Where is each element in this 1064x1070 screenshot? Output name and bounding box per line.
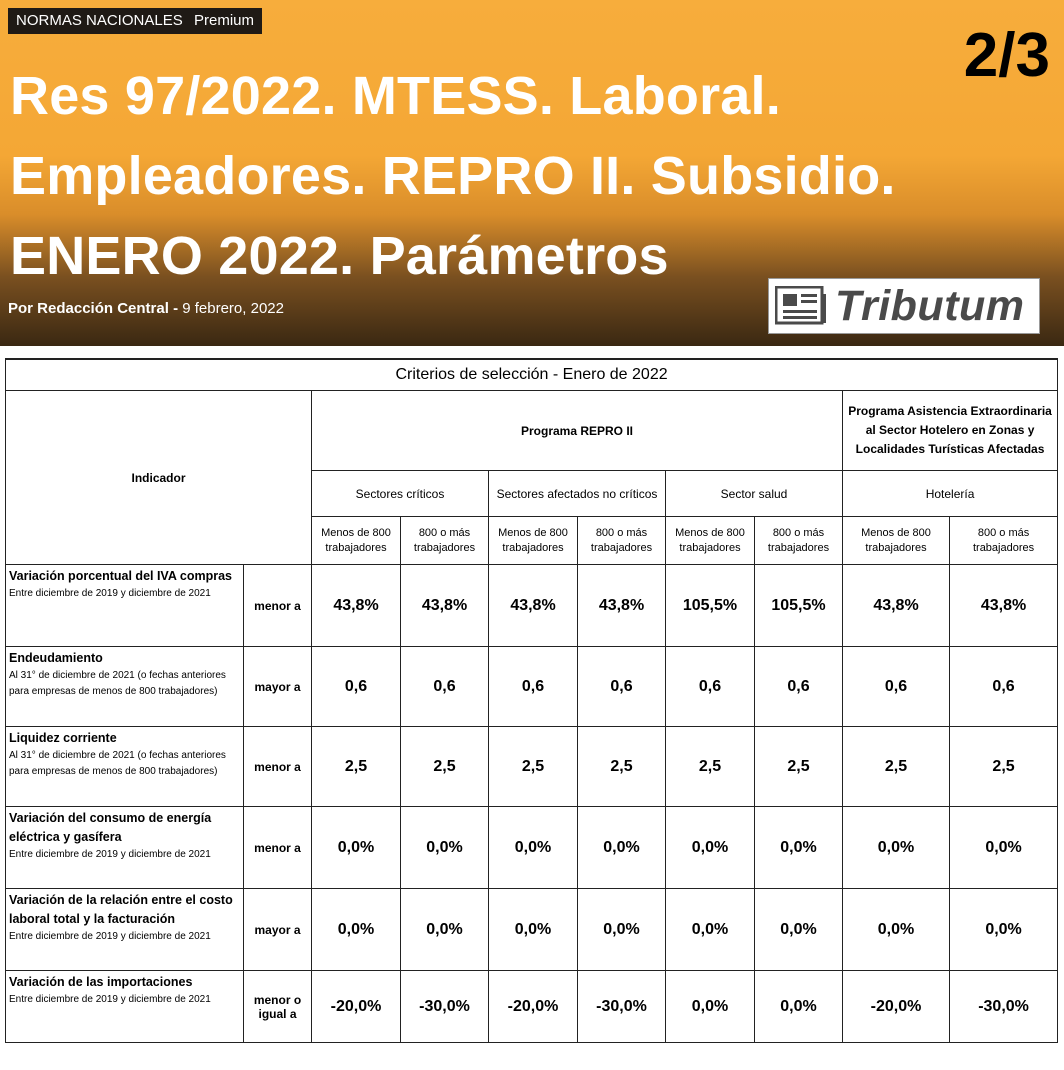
value-cell: 0,0%	[489, 807, 578, 889]
indicator-cell	[6, 565, 244, 647]
indicator-cell	[6, 727, 244, 807]
value-cell: 43,8%	[312, 565, 401, 647]
indicator-title: Variación del consumo de energía eléctrica y gasífera	[9, 811, 212, 844]
value-cell: 0,0%	[755, 889, 843, 971]
subheader: 800 o más trabajadores	[755, 517, 843, 565]
subheader: 800 o más trabajadores	[401, 517, 489, 565]
value-cell: 0,0%	[401, 807, 489, 889]
comparator-cell: menor a	[244, 727, 312, 807]
value-cell: -30,0%	[578, 971, 666, 1043]
value-cell: -30,0%	[401, 971, 489, 1043]
category-tag[interactable]: NORMAS NACIONALES	[8, 8, 191, 34]
indicator-description: Al 31° de diciembre de 2021 (o fechas anteriores para empresas de menos de 800 trabajadores)	[9, 750, 226, 777]
value-cell: 2,5	[843, 727, 950, 807]
value-cell: 0,0%	[666, 889, 755, 971]
title-line: Res 97/2022. MTESS. Laboral.	[10, 66, 781, 126]
subheader: Menos de 800 trabajadores	[843, 517, 950, 565]
title-line: ENERO 2022. Parámetros	[10, 226, 669, 286]
subheader: 800 o más trabajadores	[578, 517, 666, 565]
page-indicator: 2/3	[963, 21, 1050, 90]
value-cell: 105,5%	[666, 565, 755, 647]
value-cell: -20,0%	[312, 971, 401, 1043]
group-header: Hotelería	[843, 471, 1058, 517]
value-cell: 0,6	[401, 647, 489, 727]
table-row	[6, 889, 1058, 971]
comparator-cell: mayor a	[244, 889, 312, 971]
subheader: Menos de 800 trabajadores	[312, 517, 401, 565]
value-cell: 2,5	[312, 727, 401, 807]
value-cell: 2,5	[755, 727, 843, 807]
indicator-description: Al 31° de diciembre de 2021 (o fechas anteriores para empresas de menos de 800 trabajadores)	[9, 670, 226, 697]
value-cell: 0,6	[578, 647, 666, 727]
value-cell: 0,6	[843, 647, 950, 727]
indicator-description: Entre diciembre de 2019 y diciembre de 2021	[9, 849, 211, 860]
value-cell: 0,0%	[666, 971, 755, 1043]
comparator-cell: menor a	[244, 565, 312, 647]
value-cell: 43,8%	[578, 565, 666, 647]
indicator-title: Variación porcentual del IVA compras	[9, 569, 232, 583]
group-header: Sectores críticos	[312, 471, 489, 517]
group-header: Sectores afectados no críticos	[489, 471, 666, 517]
indicator-title: Variación de las importaciones	[9, 975, 193, 989]
indicator-description: Entre diciembre de 2019 y diciembre de 2021	[9, 588, 211, 599]
title-line: Empleadores. REPRO II. Subsidio.	[10, 146, 896, 206]
value-cell: 43,8%	[843, 565, 950, 647]
table-row	[6, 807, 1058, 889]
group-header: Sector salud	[666, 471, 843, 517]
value-cell: 0,0%	[843, 807, 950, 889]
program-hotel-header: Programa Asistencia Extraordinaria al Sector Hotelero en Zonas y Localidades Turísticas Afectadas	[843, 391, 1058, 471]
value-cell: 0,0%	[666, 807, 755, 889]
value-cell: 2,5	[401, 727, 489, 807]
indicator-cell	[6, 647, 244, 727]
newspaper-icon	[775, 286, 827, 326]
subheader: Menos de 800 trabajadores	[489, 517, 578, 565]
subheader: Menos de 800 trabajadores	[666, 517, 755, 565]
indicator-title: Variación de la relación entre el costo laboral total y la facturación	[9, 893, 233, 926]
article-banner	[0, 0, 1064, 346]
byline-separator: -	[173, 300, 179, 317]
value-cell: 0,0%	[312, 889, 401, 971]
comparator-cell: mayor a	[244, 647, 312, 727]
article-title	[10, 56, 1050, 296]
value-cell: 0,6	[489, 647, 578, 727]
value-cell: 0,6	[666, 647, 755, 727]
indicator-cell	[6, 971, 244, 1043]
criteria-table-wrapper	[5, 358, 1057, 1043]
value-cell: 0,0%	[578, 889, 666, 971]
value-cell: -30,0%	[950, 971, 1058, 1043]
value-cell: 0,6	[755, 647, 843, 727]
indicator-cell	[6, 807, 244, 889]
table-row	[6, 565, 1058, 647]
indicator-header: Indicador	[6, 391, 312, 565]
indicator-title: Liquidez corriente	[9, 731, 117, 745]
value-cell: 0,6	[312, 647, 401, 727]
table-caption: Criterios de selección - Enero de 2022	[6, 359, 1058, 391]
tributum-logo	[768, 278, 1040, 334]
value-cell: 0,0%	[843, 889, 950, 971]
value-cell: 0,0%	[489, 889, 578, 971]
program-repro-header: Programa REPRO II	[312, 391, 843, 471]
publish-date: 9 febrero, 2022	[182, 300, 284, 317]
table-row	[6, 971, 1058, 1043]
value-cell: 0,6	[950, 647, 1058, 727]
byline	[8, 300, 284, 317]
indicator-description: Entre diciembre de 2019 y diciembre de 2021	[9, 994, 211, 1005]
value-cell: 0,0%	[312, 807, 401, 889]
value-cell: -20,0%	[843, 971, 950, 1043]
indicator-description: Entre diciembre de 2019 y diciembre de 2021	[9, 931, 211, 942]
value-cell: 43,8%	[950, 565, 1058, 647]
premium-tag[interactable]: Premium	[186, 8, 262, 34]
value-cell: 0,0%	[578, 807, 666, 889]
value-cell: 0,0%	[950, 889, 1058, 971]
author-link[interactable]: Por Redacción Central	[8, 300, 169, 317]
value-cell: 2,5	[489, 727, 578, 807]
value-cell: -20,0%	[489, 971, 578, 1043]
value-cell: 43,8%	[489, 565, 578, 647]
subheader: 800 o más trabajadores	[950, 517, 1058, 565]
value-cell: 0,0%	[755, 807, 843, 889]
value-cell: 0,0%	[401, 889, 489, 971]
value-cell: 105,5%	[755, 565, 843, 647]
table-row	[6, 727, 1058, 807]
comparator-cell: menor a	[244, 807, 312, 889]
value-cell: 0,0%	[755, 971, 843, 1043]
value-cell: 2,5	[578, 727, 666, 807]
comparator-cell: menor o igual a	[244, 971, 312, 1043]
value-cell: 2,5	[950, 727, 1058, 807]
value-cell: 0,0%	[950, 807, 1058, 889]
indicator-title: Endeudamiento	[9, 651, 103, 665]
table-row	[6, 647, 1058, 727]
indicator-cell	[6, 889, 244, 971]
value-cell: 43,8%	[401, 565, 489, 647]
criteria-table	[5, 358, 1058, 1043]
logo-text: Tributum	[835, 281, 1025, 330]
value-cell: 2,5	[666, 727, 755, 807]
